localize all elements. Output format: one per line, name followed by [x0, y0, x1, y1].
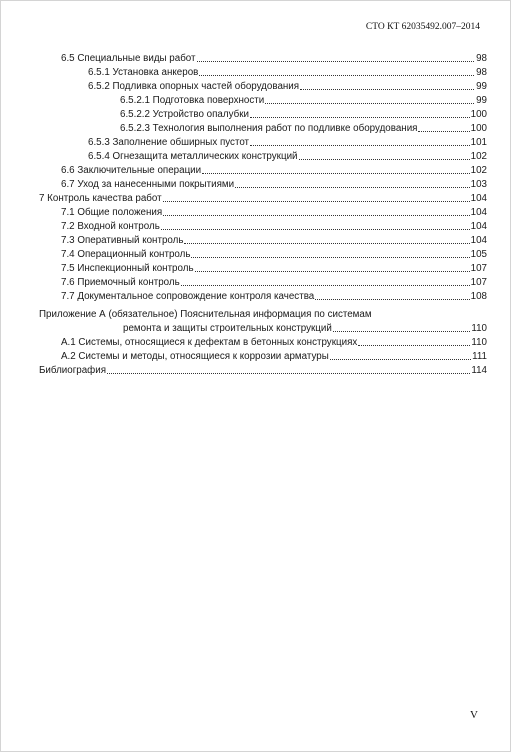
leader-dots	[418, 131, 469, 132]
leader-dots	[163, 215, 469, 216]
page-number: V	[470, 709, 478, 721]
toc-entry-page: 110	[471, 323, 487, 334]
toc-entry-title: 6.5.2.2 Устройство опалубки	[120, 109, 249, 120]
toc-entry[interactable]	[123, 322, 487, 335]
toc-entry-title: 7.6 Приемочный контроль	[61, 277, 180, 288]
leader-dots	[333, 331, 471, 332]
toc-entry-title: 7.5 Инспекционный контроль	[61, 263, 194, 274]
toc-entry-title: 6.6 Заключительные операции	[61, 165, 202, 176]
toc-entry-title: 7 Контроль качества работ	[39, 193, 162, 204]
leader-dots	[191, 257, 469, 258]
toc-entry-title: А.1 Системы, относящиеся к дефектам в бетонных конструкциях	[61, 337, 358, 348]
leader-dots	[202, 173, 470, 174]
toc-entry-page: 107	[470, 263, 487, 274]
toc-entry-page: 108	[470, 291, 487, 302]
toc-entry-title: А.2 Системы и методы, относящиеся к коррозии арматуры	[61, 351, 329, 362]
toc-entry[interactable]	[61, 164, 487, 177]
toc-entry-page: 104	[470, 193, 487, 204]
toc-entry-title: Библиография	[39, 365, 107, 376]
toc-entry[interactable]	[61, 262, 487, 275]
toc-entry[interactable]	[61, 206, 487, 219]
toc-entry-title: 6.5.2 Подливка опорных частей оборудования	[88, 81, 300, 92]
toc-entry-title: 6.7 Уход за нанесенными покрытиями	[61, 179, 235, 190]
toc-entry[interactable]	[61, 52, 487, 65]
toc-entry-page: 114	[471, 365, 487, 376]
toc-entry[interactable]	[39, 364, 487, 377]
toc-entry-title: 7.1 Общие положения	[61, 207, 163, 218]
toc-entry[interactable]	[120, 94, 487, 107]
toc-entry-title: ремонта и защиты строительных конструкций	[123, 323, 332, 334]
toc-entry-title: 6.5.4 Огнезащита металлических конструкций	[88, 151, 298, 162]
toc-entry-page: 104	[470, 207, 487, 218]
toc-entry[interactable]	[88, 66, 487, 79]
toc-entry-page: 101	[470, 137, 487, 148]
leader-dots	[107, 373, 470, 374]
document-code: СТО КТ 62035492.007–2014	[365, 22, 480, 32]
toc-entry-page: 98	[476, 53, 487, 64]
toc-entry[interactable]	[61, 234, 487, 247]
toc-entry-title: 7.2 Входной контроль	[61, 221, 160, 232]
toc-entry-title: 7.7 Документальное сопровождение контроля качества	[61, 291, 315, 302]
toc-entry-page: 102	[470, 151, 487, 162]
leader-dots	[181, 285, 470, 286]
toc-entry-page: 99	[476, 95, 487, 106]
toc-entry-page: 105	[470, 249, 487, 260]
leader-dots	[299, 159, 470, 160]
toc-entry[interactable]	[39, 192, 487, 205]
leader-dots	[163, 201, 470, 202]
leader-dots	[250, 117, 470, 118]
toc-entry-title: 6.5.1 Установка анкеров	[88, 67, 199, 78]
toc-entry[interactable]	[88, 150, 487, 163]
toc-entry-page: 110	[471, 337, 487, 348]
toc-entry-page: 111	[472, 351, 487, 362]
leader-dots	[197, 61, 474, 62]
toc-entry-title: 7.4 Операционный контроль	[61, 249, 191, 260]
leader-dots	[315, 299, 469, 300]
toc-entry[interactable]	[88, 136, 487, 149]
toc-entry[interactable]	[120, 122, 487, 135]
toc-entry[interactable]	[61, 336, 487, 349]
toc-entry[interactable]	[120, 108, 487, 121]
toc-entry-page: 104	[470, 235, 487, 246]
leader-dots	[358, 345, 470, 346]
toc-entry-page: 99	[476, 81, 487, 92]
toc-entry-title: 6.5 Специальные виды работ	[61, 53, 196, 64]
toc-entry[interactable]	[61, 220, 487, 233]
toc-entry-page: 107	[470, 277, 487, 288]
leader-dots	[161, 229, 470, 230]
leader-dots	[300, 89, 474, 90]
toc-entry-title: 6.5.2.1 Подготовка поверхности	[120, 95, 265, 106]
toc-entry[interactable]	[61, 248, 487, 261]
toc-entry-page: 100	[470, 123, 487, 134]
leader-dots	[330, 359, 471, 360]
toc-entry[interactable]	[61, 290, 487, 303]
leader-dots	[250, 145, 470, 146]
toc-entry-page: 98	[476, 67, 487, 78]
leader-dots	[184, 243, 469, 244]
toc-entry-appendix-heading[interactable]	[39, 308, 487, 321]
toc-entry[interactable]	[61, 276, 487, 289]
toc-entry-page: 104	[470, 221, 487, 232]
toc-entry-title-line1: Приложение А (обязательное) Пояснительная информация по системам	[39, 309, 372, 320]
leader-dots	[195, 271, 470, 272]
toc-entry[interactable]	[88, 80, 487, 93]
toc-entry-page: 100	[470, 109, 487, 120]
leader-dots	[199, 75, 474, 76]
toc-entry-title: 6.5.2.3 Технология выполнения работ по подливке оборудования	[120, 123, 418, 134]
toc-entry-title: 7.3 Оперативный контроль	[61, 235, 184, 246]
toc-entry[interactable]	[61, 350, 487, 363]
leader-dots	[235, 187, 470, 188]
leader-dots	[265, 103, 474, 104]
toc-entry-page: 102	[470, 165, 487, 176]
toc-entry[interactable]	[61, 178, 487, 191]
toc-entry-page: 103	[470, 179, 487, 190]
toc-entry-title: 6.5.3 Заполнение обширных пустот	[88, 137, 250, 148]
